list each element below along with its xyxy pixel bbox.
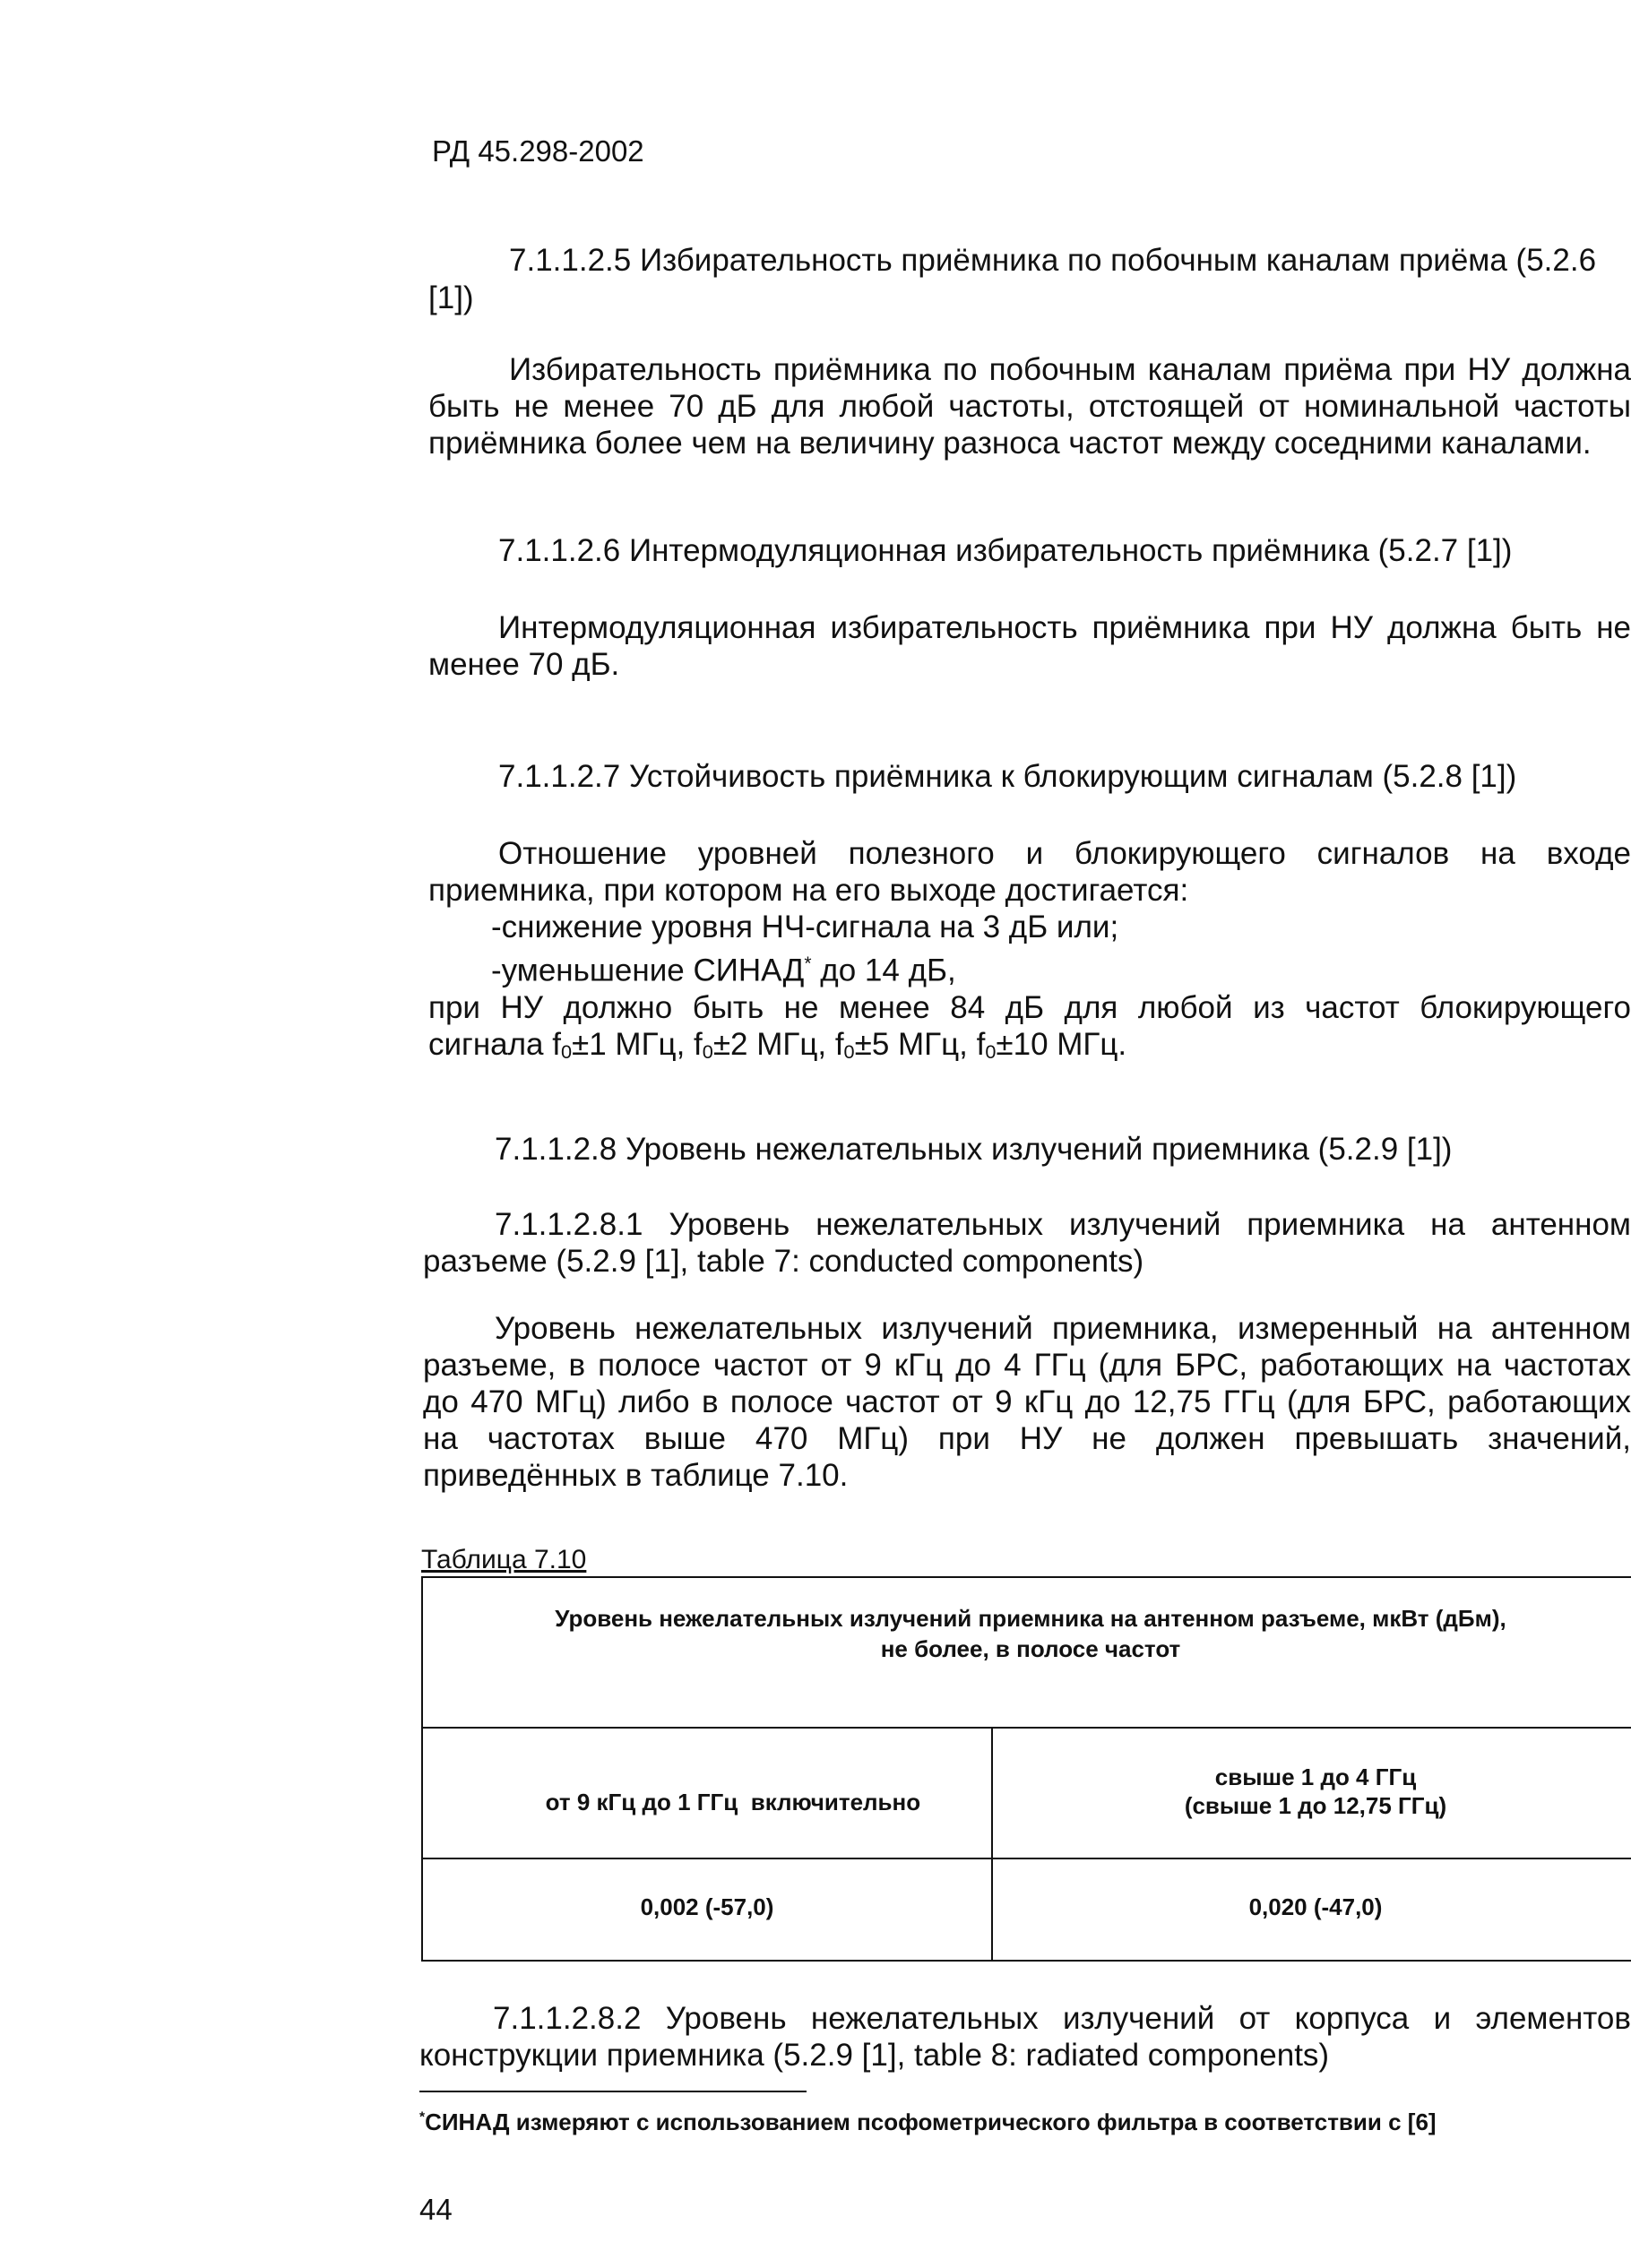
table-header-line: Уровень нежелательных излучений приемника на антенном разъеме, мкВт (дБм),	[555, 1605, 1506, 1632]
subscript: 0	[843, 1039, 855, 1063]
heading-line: конструкции приемника (5.2.9 [1], table 8: radiated components)	[419, 2038, 1330, 2073]
paragraph-line	[428, 945, 1631, 989]
table-cell-value: 0,002 (-57,0)	[640, 1893, 774, 1920]
paragraph-line: быть не менее 70 дБ для любой частоты, отстоящей от номинальной частоты	[428, 389, 1631, 424]
table-header-row	[422, 1577, 1631, 1728]
paragraph-line: Уровень нежелательных излучений приемника, измеренный на антенном	[495, 1311, 1631, 1346]
paragraph-line: -снижение уровня НЧ-сигнала на 3 дБ или;	[491, 910, 1119, 944]
paragraph-intermodulation	[428, 609, 1631, 683]
text-fragment: ±2 МГц, f	[712, 1026, 844, 1062]
paragraph-line: приведённых в таблице 7.10.	[423, 1458, 849, 1493]
document-header: РД 45.298-2002	[432, 134, 644, 168]
heading-line: 7.1.1.2.8 Уровень нежелательных излучений приемника (5.2.9 [1])	[495, 1132, 1453, 1167]
paragraph-line: Избирательность приёмника по побочным каналам приёма при НУ должна	[509, 352, 1631, 387]
section-heading-7-1-1-2-5	[509, 242, 1596, 279]
section-heading-7-1-1-2-6	[498, 532, 1512, 569]
heading-line: 7.1.1.2.7 Устойчивость приёмника к блокирующим сигналам (5.2.8 [1])	[498, 759, 1517, 794]
heading-line: 7.1.1.2.6 Интермодуляционная избирательность приёмника (5.2.7 [1])	[498, 533, 1513, 568]
text-fragment: ±10 МГц.	[996, 1026, 1127, 1062]
table-row	[422, 1728, 1631, 1858]
table-cell	[422, 1728, 992, 1858]
table-cell	[422, 1858, 992, 1961]
heading-line: [1])	[428, 280, 474, 315]
footnote-text: СИНАД измеряют с использованием псофометрического фильтра в соответствии с [6]	[425, 2108, 1437, 2135]
emissions-table	[421, 1576, 1631, 1962]
section-heading-7-1-1-2-8	[495, 1131, 1452, 1168]
paragraph-line	[428, 1026, 1631, 1070]
table-caption: Таблица 7.10	[421, 1545, 587, 1574]
subscript: 0	[560, 1039, 573, 1063]
table-cell-text: от 9 кГц до 1 ГГц включительно	[545, 1789, 921, 1815]
paragraph-line: Отношение уровней полезного и блокирующего сигналов на входе	[498, 836, 1631, 871]
paragraph-line: Интермодуляционная избирательность приёмника при НУ должна быть не	[498, 610, 1631, 645]
paragraph-emissions	[423, 1310, 1631, 1494]
table-header-cell	[422, 1577, 1631, 1728]
table-cell	[992, 1858, 1631, 1961]
table-header-line: не более, в полосе частот	[880, 1635, 1181, 1662]
table-row	[422, 1858, 1631, 1961]
text-fragment: сигнала f	[428, 1026, 561, 1062]
text-fragment: ±5 МГц, f	[854, 1026, 986, 1062]
footnote-marker: *	[419, 2109, 426, 2126]
paragraph-line: разъеме, в полосе частот от 9 кГц до 4 ГГц (для БРС, работающих на частотах	[423, 1348, 1631, 1383]
heading-line: 7.1.1.2.8.1 Уровень нежелательных излучений приемника на антенном	[495, 1207, 1631, 1242]
section-heading-7-1-1-2-7	[498, 758, 1516, 795]
table-cell-text: свыше 1 до 4 ГГц	[1214, 1764, 1417, 1790]
table-cell	[992, 1728, 1631, 1858]
heading-line: 7.1.1.2.5 Избирательность приёмника по побочным каналам приёма (5.2.6	[509, 243, 1597, 278]
table-cell-value: 0,020 (-47,0)	[1248, 1893, 1383, 1920]
paragraph-line: приёмника более чем на величину разноса частот между соседними каналами.	[428, 426, 1592, 461]
paragraph-line: на частотах выше 470 МГц) при НУ не должен превышать значений,	[423, 1421, 1631, 1456]
footnote-marker: *	[804, 953, 812, 974]
text-fragment: ±1 МГц, f	[572, 1026, 703, 1062]
paragraph-selectivity	[428, 351, 1631, 461]
section-heading-7-1-1-2-8-1	[423, 1206, 1631, 1280]
paragraph-line: при НУ должно быть не менее 84 дБ для любой из частот блокирующего	[428, 989, 1631, 1025]
page-number: 44	[419, 2193, 453, 2226]
section-heading-continuation	[428, 280, 474, 316]
section-heading-7-1-1-2-8-2	[419, 2000, 1631, 2074]
footnote-separator	[419, 2091, 807, 2092]
table-cell-text: (свыше 1 до 12,75 ГГц)	[1184, 1792, 1447, 1819]
text-fragment: до 14 дБ,	[811, 953, 956, 988]
subscript: 0	[985, 1039, 997, 1063]
paragraph-line: менее 70 дБ.	[428, 647, 620, 682]
footnote	[419, 2108, 1437, 2136]
paragraph-blocking	[428, 835, 1631, 1070]
paragraph-line: до 470 МГц) либо в полосе частот от 9 кГц до 12,75 ГГц (для БРС, работающих	[423, 1384, 1631, 1419]
heading-line: разъеме (5.2.9 [1], table 7: conducted components)	[423, 1244, 1144, 1279]
subscript: 0	[702, 1039, 713, 1063]
paragraph-line: приемника, при котором на его выходе достигается:	[428, 873, 1189, 908]
heading-line: 7.1.1.2.8.2 Уровень нежелательных излучений от корпуса и элементов	[493, 2001, 1631, 2036]
text-fragment: -уменьшение СИНАД	[491, 953, 805, 988]
